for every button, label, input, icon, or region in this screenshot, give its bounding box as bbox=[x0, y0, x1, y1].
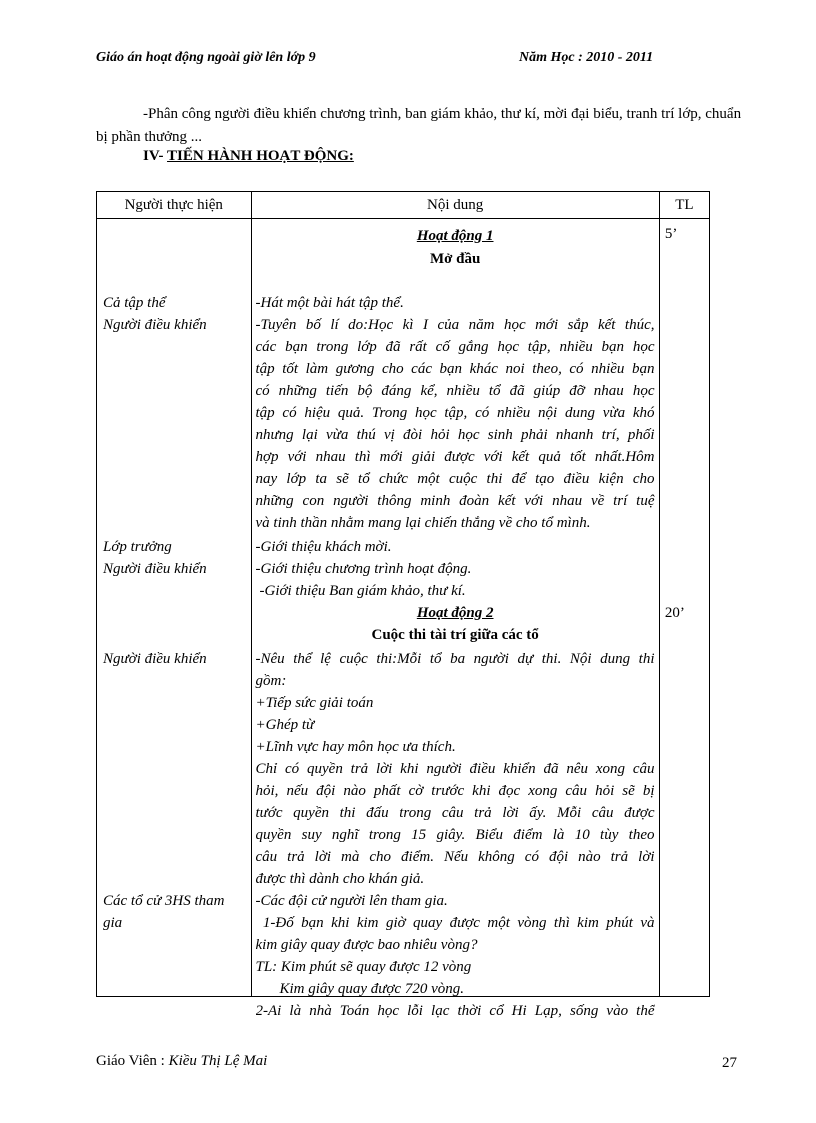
content-p1-line: tập tốt làm gương cho các bạn khác noi theo, có nhiều bạn bbox=[255, 361, 655, 377]
performer-cac-to-line1: Các tổ cử 3HS tham bbox=[103, 893, 225, 909]
content-p1-line: những con người thông minh đoàn kết với nhau về trí tuệ bbox=[255, 493, 655, 509]
content-cell bbox=[251, 219, 659, 1019]
header-performer: Người thực hiện bbox=[97, 192, 252, 219]
content-p1-line: và tinh thần nhằm mang lại chiến thắng về cho tổ mình. bbox=[255, 515, 591, 531]
teacher-name: Kiều Thị Lệ Mai bbox=[168, 1053, 268, 1069]
header-school-year: Năm Học : 2010 - 2011 bbox=[519, 50, 654, 65]
performer-dieu-khien-3: Người điều khiển bbox=[103, 651, 207, 667]
answer-1-line: TL: Kim phút sẽ quay được 12 vòng bbox=[255, 959, 472, 975]
intro-paragraph: -Phân công người điều khiển chương trình, ban giám khảo, thư kí, mời đại biểu, tranh trí lớp, chuẩn bị phần thưởng ... bbox=[96, 106, 742, 145]
content-p3-line: tước quyền thi đấu trong câu trả lời ấy. Mỗi câu được bbox=[255, 805, 655, 821]
content-p1-line: -Tuyên bố lí do:Học kì I của năm học mới sắp kết thúc, bbox=[255, 317, 655, 333]
time-activity-2: 20’ bbox=[664, 605, 685, 621]
content-p2-line: gồm: bbox=[255, 673, 287, 689]
table-body-row bbox=[97, 219, 710, 997]
content-p1-line: hợp với nhau thì mới giải được với kết quả tốt nhất.Hôm bbox=[255, 449, 655, 465]
table-header-row bbox=[97, 192, 710, 219]
content-line-ban-giam-khao: -Giới thiệu Ban giám khảo, thư kí. bbox=[259, 583, 466, 599]
header-content: Nội dung bbox=[251, 192, 659, 219]
page-number: 27 bbox=[722, 1055, 737, 1071]
content-line-tiep-suc: +Tiếp sức giải toán bbox=[255, 695, 374, 711]
section-heading bbox=[143, 148, 354, 165]
content-p2-line: -Nêu thể lệ cuộc thi:Mỗi tổ ba người dự thi. Nội dung thi bbox=[255, 651, 655, 667]
header-time: TL bbox=[659, 192, 709, 219]
performer-lop-truong: Lớp trưởng bbox=[103, 539, 172, 555]
performer-dieu-khien-2: Người điều khiển bbox=[103, 561, 207, 577]
answer-1-line: Kim giây quay được 720 vòng. bbox=[279, 981, 464, 997]
header-title: Giáo án hoạt động ngoài giờ lên lớp 9 bbox=[96, 50, 316, 65]
section-prefix: IV- bbox=[143, 148, 168, 164]
content-line-chuong-trinh: -Giới thiệu chương trình hoạt động. bbox=[255, 561, 472, 577]
content-p3-line: câu trả lời mà cho điểm. Nếu không có đội nào trả lời bbox=[255, 849, 655, 865]
time-cell bbox=[659, 219, 709, 997]
content-p1-line: có những tiến bộ đáng kể, nhiều tổ đã giúp đỡ nhau học bbox=[255, 383, 655, 399]
content-p1-line: tập có hiệu quả. Trong học tập, có nhiều nội dung vừa khó bbox=[255, 405, 655, 421]
time-activity-1: 5’ bbox=[664, 226, 678, 242]
content-line-khach-moi: -Giới thiệu khách mời. bbox=[255, 539, 392, 555]
content-p3-line: được thì dành cho khán giả. bbox=[255, 871, 425, 887]
content-p3-line: quyền suy nghĩ trong 15 giây. Biểu điểm là 10 tùy theo bbox=[255, 827, 655, 843]
performer-cac-to-line2: gia bbox=[103, 915, 123, 931]
performer-cell bbox=[97, 219, 252, 997]
content-p3-line: Chỉ có quyền trả lời khi người điều khiển đã nêu xong câu bbox=[255, 761, 655, 777]
content-line-ghep-tu: +Ghép từ bbox=[255, 717, 315, 733]
activity-2-title: Hoạt động 2 bbox=[416, 605, 494, 621]
performer-dieu-khien-1: Người điều khiển bbox=[103, 317, 207, 333]
content-p1-line: nay lớp ta sẽ tổ chức một cuộc thi để tạo điều kiện cho bbox=[255, 471, 655, 487]
question-1-line: 1-Đố bạn khi kim giờ quay được một vòng thì kim phút và bbox=[255, 915, 655, 931]
activity-table bbox=[96, 191, 710, 1019]
section-title: TIẾN HÀNH HOẠT ĐỘNG: bbox=[167, 148, 354, 164]
question-2-line: 2-Ai là nhà Toán học lỗi lạc thời cổ Hi Lạp, sống vào thế bbox=[255, 1003, 655, 1019]
content-p3-line: hỏi, nếu đội nào phất cờ trước khi đọc xong câu hỏi sẽ bị bbox=[255, 783, 655, 799]
activity-1-subtitle: Mở đầu bbox=[429, 251, 481, 267]
performer-ca-tap-the: Cả tập thể bbox=[103, 295, 166, 311]
footer-teacher bbox=[96, 1053, 267, 1070]
content-p1-line: các bạn trong lớp đã rất cố gắng học tập, nhiều bạn học bbox=[255, 339, 655, 355]
question-1-line: kim giây quay được bao nhiêu vòng? bbox=[255, 937, 478, 953]
content-line-hat: -Hát một bài hát tập thể. bbox=[255, 295, 404, 311]
content-line-linh-vuc: +Lĩnh vực hay môn học ưa thích. bbox=[255, 739, 456, 755]
footer-label: Giáo Viên : bbox=[96, 1053, 169, 1069]
activity-2-subtitle: Cuộc thi tài trí giữa các tổ bbox=[371, 627, 539, 643]
activity-1-title: Hoạt động 1 bbox=[416, 228, 494, 244]
content-p1-line: nhưng lại vừa thú vị đòi hỏi học sinh phải nhanh trí, phối bbox=[255, 427, 655, 443]
content-line-cac-doi: -Các đội cử người lên tham gia. bbox=[255, 893, 448, 909]
